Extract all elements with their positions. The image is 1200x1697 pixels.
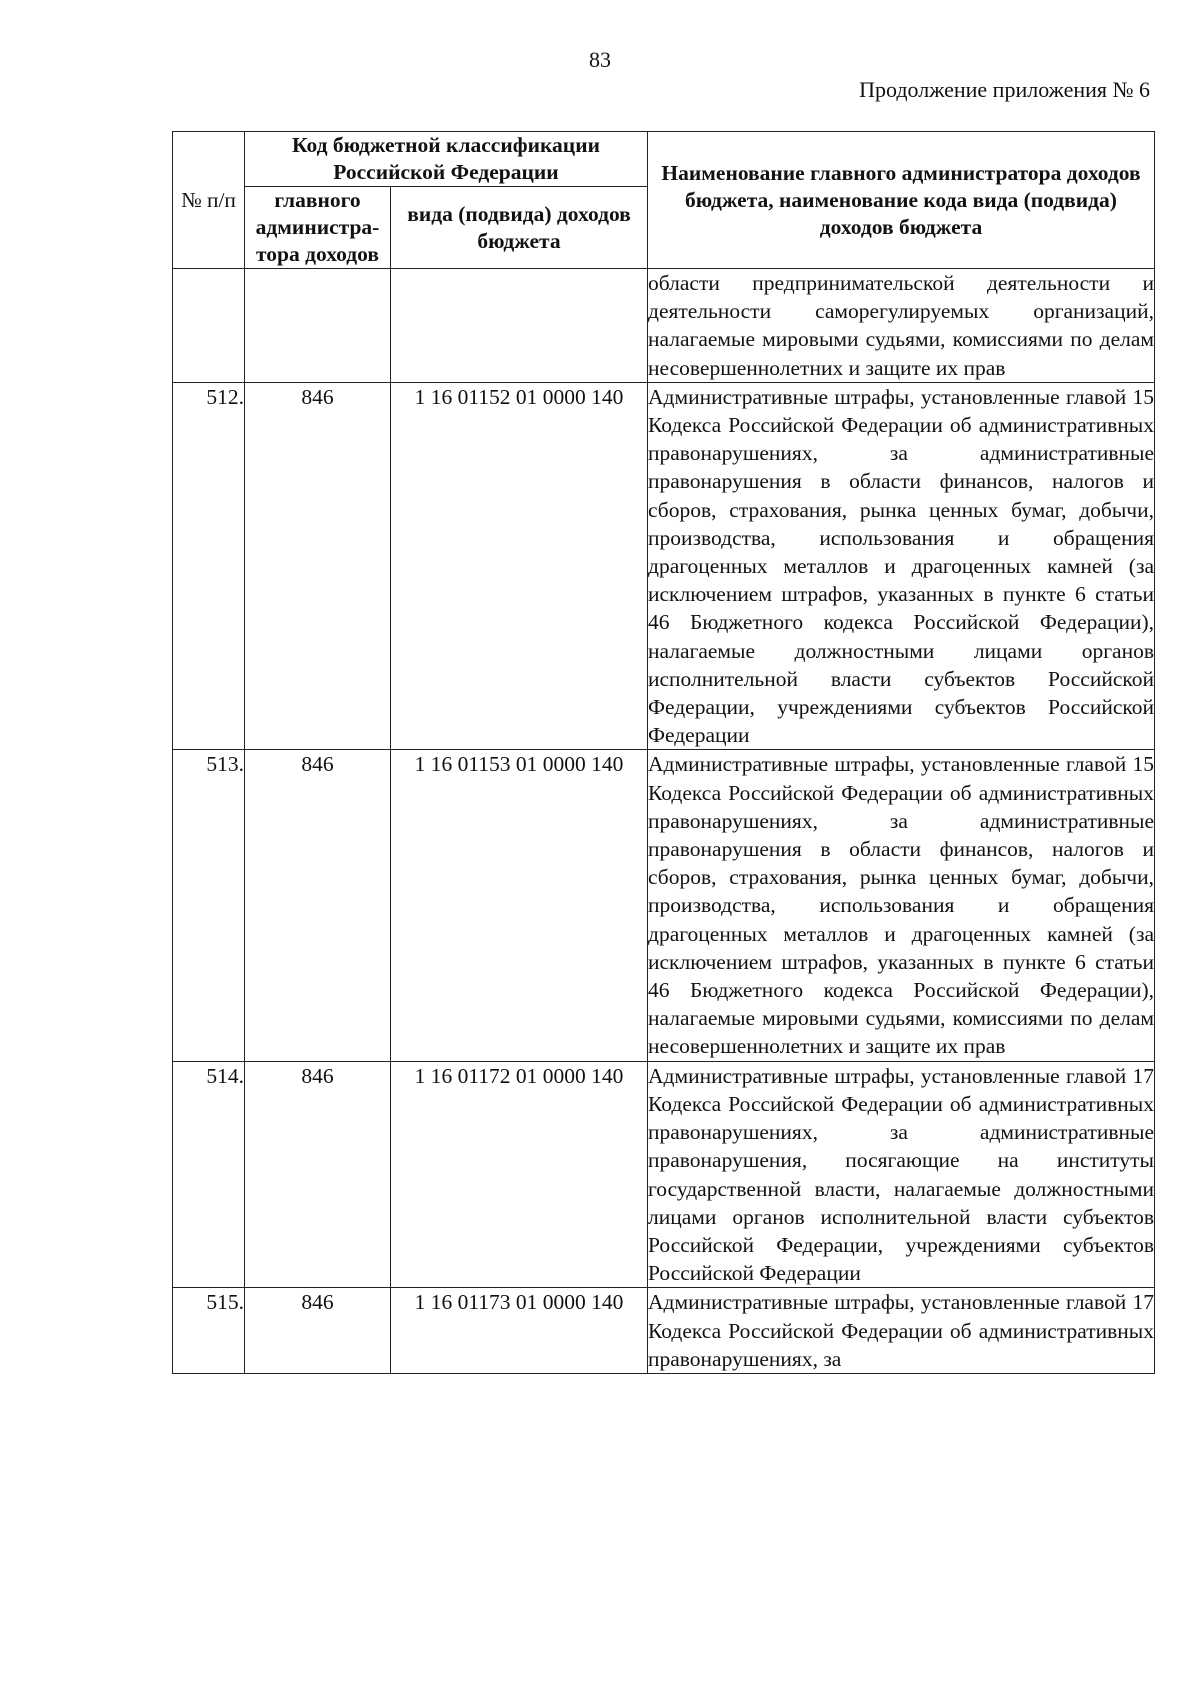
table-header-row [173, 132, 1155, 187]
administrator-code: 846 [245, 750, 391, 1061]
revenue-description: Административные штрафы, установленные главой 15 Кодекса Российской Федерации об административных правонарушениях, за административные правонарушения в области финансов, налогов и сборов, страхования, рынка ценных бумаг, добычи, производства, использования и обращения драгоценных металлов и драгоценных камней (за исключением штрафов, указанных в пункте 6 статьи 46 Бюджетного кодекса Российской Федерации), налагаемые мировыми судьями, комиссиями по делам несовершеннолетних и защите их прав [648, 752, 1154, 1059]
table-row [173, 382, 1155, 750]
header-revenue-type-code: вида (подвида) доходов бюджета [391, 187, 648, 269]
revenue-code: 1 16 01172 01 0000 140 [391, 1061, 648, 1288]
row-number [173, 269, 245, 383]
revenue-description: Административные штрафы, установленные главой 17 Кодекса Российской Федерации об административных правонарушениях, за административные правонарушения, посягающие на институты государственной власти, налагаемые должностными лицами органов исполнительной власти субъектов Российской Федерации, учреждениями субъектов Российской Федерации [648, 1063, 1154, 1286]
row-number: 515. [173, 1288, 245, 1374]
header-main-administrator: главного администра-тора доходов [245, 187, 391, 269]
table-row [173, 1061, 1155, 1288]
row-number: 514. [173, 1061, 245, 1288]
appendix-continuation-label: Продолжение приложения № 6 [859, 77, 1150, 102]
administrator-code: 846 [245, 382, 391, 750]
administrator-code: 846 [245, 1061, 391, 1288]
table-row [173, 1288, 1155, 1374]
header-administrator-name: Наименование главного администратора доходов бюджета, наименование кода вида (подвида) доходов бюджета [648, 132, 1155, 269]
revenue-classification-table [172, 131, 1155, 1374]
table-row [173, 750, 1155, 1061]
table-row [173, 269, 1155, 383]
row-number: 512. [173, 382, 245, 750]
header-budget-classification-code: Код бюджетной классификации Российской Федерации [245, 132, 648, 187]
revenue-code [391, 269, 648, 383]
revenue-code: 1 16 01152 01 0000 140 [391, 382, 648, 750]
revenue-description: Административные штрафы, установленные главой 15 Кодекса Российской Федерации об административных правонарушениях, за административные правонарушения в области финансов, налогов и сборов, страхования, рынка ценных бумаг, добычи, производства, использования и обращения драгоценных металлов и драгоценных камней (за исключением штрафов, указанных в пункте 6 статьи 46 Бюджетного кодекса Российской Федерации), налагаемые должностными лицами органов исполнительной власти субъектов Российской Федерации, учреждениями субъектов Российской Федерации [648, 384, 1154, 748]
page-number: 83 [589, 47, 611, 72]
header-row-number: № п/п [173, 132, 245, 269]
revenue-description: Административные штрафы, установленные главой 17 Кодекса Российской Федерации об административных правонарушениях, за [648, 1290, 1154, 1371]
revenue-code: 1 16 01153 01 0000 140 [391, 750, 648, 1061]
administrator-code [245, 269, 391, 383]
revenue-description: области предпринимательской деятельности и деятельности саморегулируемых организаций, налагаемые мировыми судьями, комиссиями по делам несовершеннолетних и защите их прав [648, 271, 1154, 380]
revenue-code: 1 16 01173 01 0000 140 [391, 1288, 648, 1374]
row-number: 513. [173, 750, 245, 1061]
administrator-code: 846 [245, 1288, 391, 1374]
